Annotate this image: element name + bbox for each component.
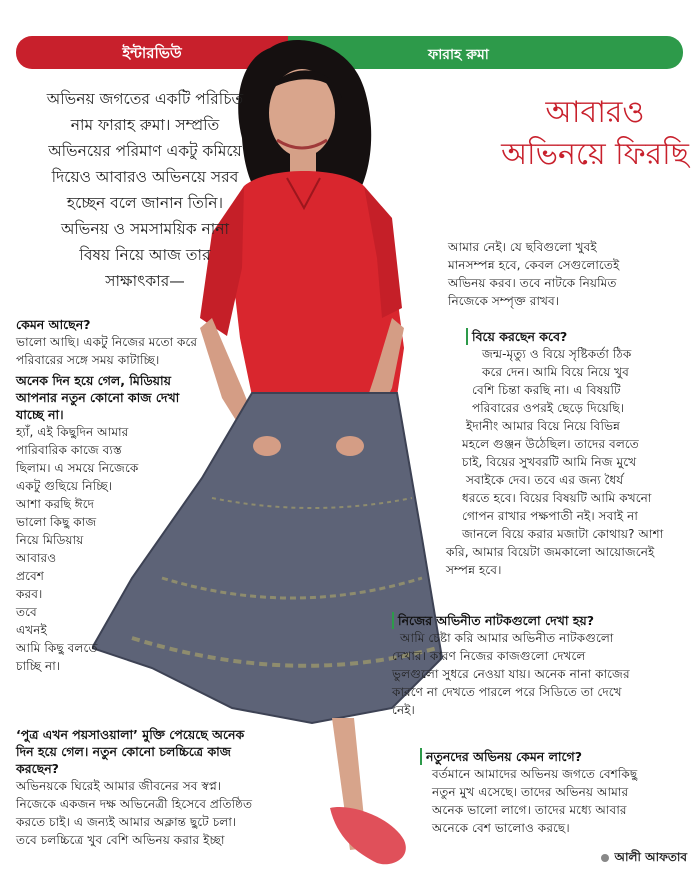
answer-line: করব। (16, 587, 43, 601)
answer-line: ইদানীং আমার বিয়ে নিয়ে বিভিন্ন (466, 419, 620, 433)
answer-line: আমি চেষ্টা করি আমার অভিনীত নাটকগুলো (400, 631, 614, 645)
intro-line: বিষয় নিয়ে আজ তার (79, 246, 211, 264)
intro-line: সাক্ষাৎকার— (105, 272, 185, 290)
question-line: যাচ্ছে না। (16, 407, 64, 422)
intro-line: দিয়েও আবারও অভিনয়ে সরব (51, 168, 239, 186)
answer-line: একটু গুছিয়ে নিচ্ছি। (16, 479, 113, 493)
person-name: ফারাহ রুমা (428, 47, 489, 63)
answer-line: ছিলাম। এ সময়ে নিজেকে (16, 461, 139, 475)
question: বিয়ে করছেন কবে? (466, 328, 692, 345)
author-name: আলী আফতাব (614, 850, 687, 864)
answer-line: অনেক ভালো লাগে। তাদের মধ্যে আবার (432, 803, 627, 817)
question: নতুনদের অভিনয় কেমন লাগে? (420, 748, 690, 765)
answer-line: আমার নেই। যে ছবিগুলো খুবই (448, 240, 597, 254)
answer-line: নিয়ে মিডিয়ায় (16, 533, 84, 547)
answer-line: জন্ম-মৃত্যু ও বিয়ে সৃষ্টিকর্তা ঠিক (482, 347, 632, 361)
question-line: ‘পুত্র এখন পয়সাওয়ালা’ মুক্তি পেয়েছে অনেক (16, 727, 245, 742)
intro-paragraph (14, 86, 276, 294)
qa-block-1 (16, 316, 266, 369)
qa-block-5 (392, 612, 692, 719)
qa-block-6 (420, 748, 690, 837)
question: কেমন আছেন? (16, 317, 91, 332)
question-line: দিন হয়ে গেল। নতুন কোনো চলচ্চিত্রে কাজ (16, 744, 231, 759)
answer-line: পারিবারিক কাজে ব্যস্ত (16, 443, 122, 457)
top-strip (0, 0, 699, 8)
intro-line: অভিনয় জগতের একটি পরিচিত (46, 90, 244, 108)
intro-line: নাম ফারাহ রুমা। সম্প্রতি (70, 116, 220, 134)
answer-line: করে দেন। আমি বিয়ে নিয়ে খুব (482, 365, 629, 379)
headline (500, 92, 690, 176)
answer-line: প্রবেশ (16, 569, 44, 583)
answer-line: নিজেকে একজন দক্ষ অভিনেত্রী হিসেবে প্রতিষ্ঠিত (16, 797, 253, 811)
answer-line: ভালো কিছু কাজ (16, 515, 97, 529)
answer-line: নেই। (392, 703, 415, 717)
headline-line-2: অভিনয়ে ফিরছি (501, 137, 689, 172)
question-line: অনেক দিন হয়ে গেল, মিডিয়ায় (16, 373, 171, 388)
qa-block-4 (402, 328, 692, 579)
answer-line: ধরতে হবে। বিয়ের বিষয়টি আমি কখনো (462, 491, 652, 505)
answer-line: বর্তমানে আমাদের অভিনয় জগতে বেশকিছু (432, 767, 638, 781)
answer-line: অভিনয় করব। তবে নাটকে নিয়মিত (448, 276, 617, 290)
intro-line: অভিনয় ও সমসাময়িক নানা (60, 220, 230, 238)
answer-line: করতে চাই। এ জন্যই আমার অক্লান্ত ছুটে চলা। (16, 815, 237, 829)
answer-line: দেখার। কারণ নিজের কাজগুলো দেখলে (392, 649, 586, 663)
answer-line: সবাইকে দেব। তবে এর জন্য ধৈর্য (466, 473, 624, 487)
question: নিজের অভিনীত নাটকগুলো দেখা হয়? (392, 612, 692, 629)
answer-line: করি, আমার বিয়েটা জমকালো আয়োজনেই (446, 545, 655, 559)
answer-line: ভালো আছি। একটু নিজের মতো করে (16, 335, 198, 349)
question-line: আপনার নতুন কোনো কাজ দেখা (16, 390, 180, 405)
answer-line: মানসম্পন্ন হবে, কেবল সেগুলোতেই (448, 258, 620, 272)
question-line: করছেন? (16, 761, 59, 776)
qa-block-2 (16, 372, 266, 675)
answer-line: বেশি চিন্তা করছি না। এ বিষয়টি (472, 383, 621, 397)
answer-line: এখনই (16, 623, 47, 637)
answer-line: আশা করছি ঈদে (16, 497, 95, 511)
bullet-icon (601, 854, 609, 862)
answer-line: চাচ্ছি না। (16, 659, 61, 673)
answer-line: সম্পন্ন হবে। (446, 563, 502, 577)
headline-line-1: আবারও (545, 95, 645, 130)
answer-line: পরিবারের সঙ্গে সময় কাটাচ্ছি। (16, 353, 160, 367)
answer-line: চাই, বিয়ের সুখবরটি আমি নিজ মুখে (462, 455, 637, 469)
answer-line: আবারও (16, 551, 57, 565)
answer-line: অভিনয়কে ঘিরেই আমার জীবনের সব স্বপ্ন। (16, 779, 222, 793)
qa-block-3 (16, 726, 316, 849)
red-shoe (330, 807, 406, 864)
answer-line: কারণে না দেখতে পারলে পরে সিডিতে তা দেখে (392, 685, 622, 699)
answer-line: নতুন মুখ এসেছে। তাদের অভিনয় আমার (432, 785, 629, 799)
intro-line: অভিনয়ের পরিমাণ একটু কমিয়ে (48, 142, 242, 160)
answer-line: পরিবারের ওপরই ছেড়ে দিয়েছি। (472, 401, 625, 415)
answer-line: মহলে গুঞ্জন উঠেছিল। তাদের বলতে (462, 437, 639, 451)
answer-line: অনেকে বেশ ভালোও করছে। (432, 821, 570, 835)
answer-line: হ্যাঁ, এই কিছুদিন আমার (16, 425, 129, 439)
answer-line: তবে চলচ্চিত্রে খুব বেশি অভিনয় করার ইচ্ছা (16, 833, 225, 847)
answer-line: জানলে বিয়ে করার মজাটা কোথায়? আশা (462, 527, 664, 541)
intro-line: হচ্ছেন বলে জানান তিনি। (66, 194, 224, 212)
answer-line: গোপন রাখার পক্ষপাতী নই। সবাই না (462, 509, 638, 523)
continued-text (448, 238, 688, 310)
byline (601, 849, 687, 869)
answer-line: নিজেকে সম্পৃক্ত রাখব। (448, 294, 560, 308)
answer-line: তবে (16, 605, 37, 619)
answer-line: ভুলগুলো সুধরে নেওয়া যায়। অনেক নানা কাজের (392, 667, 630, 681)
answer-line: আমি কিছু বলতে (16, 641, 98, 655)
section-label: ইন্টারভিউ (122, 44, 182, 62)
